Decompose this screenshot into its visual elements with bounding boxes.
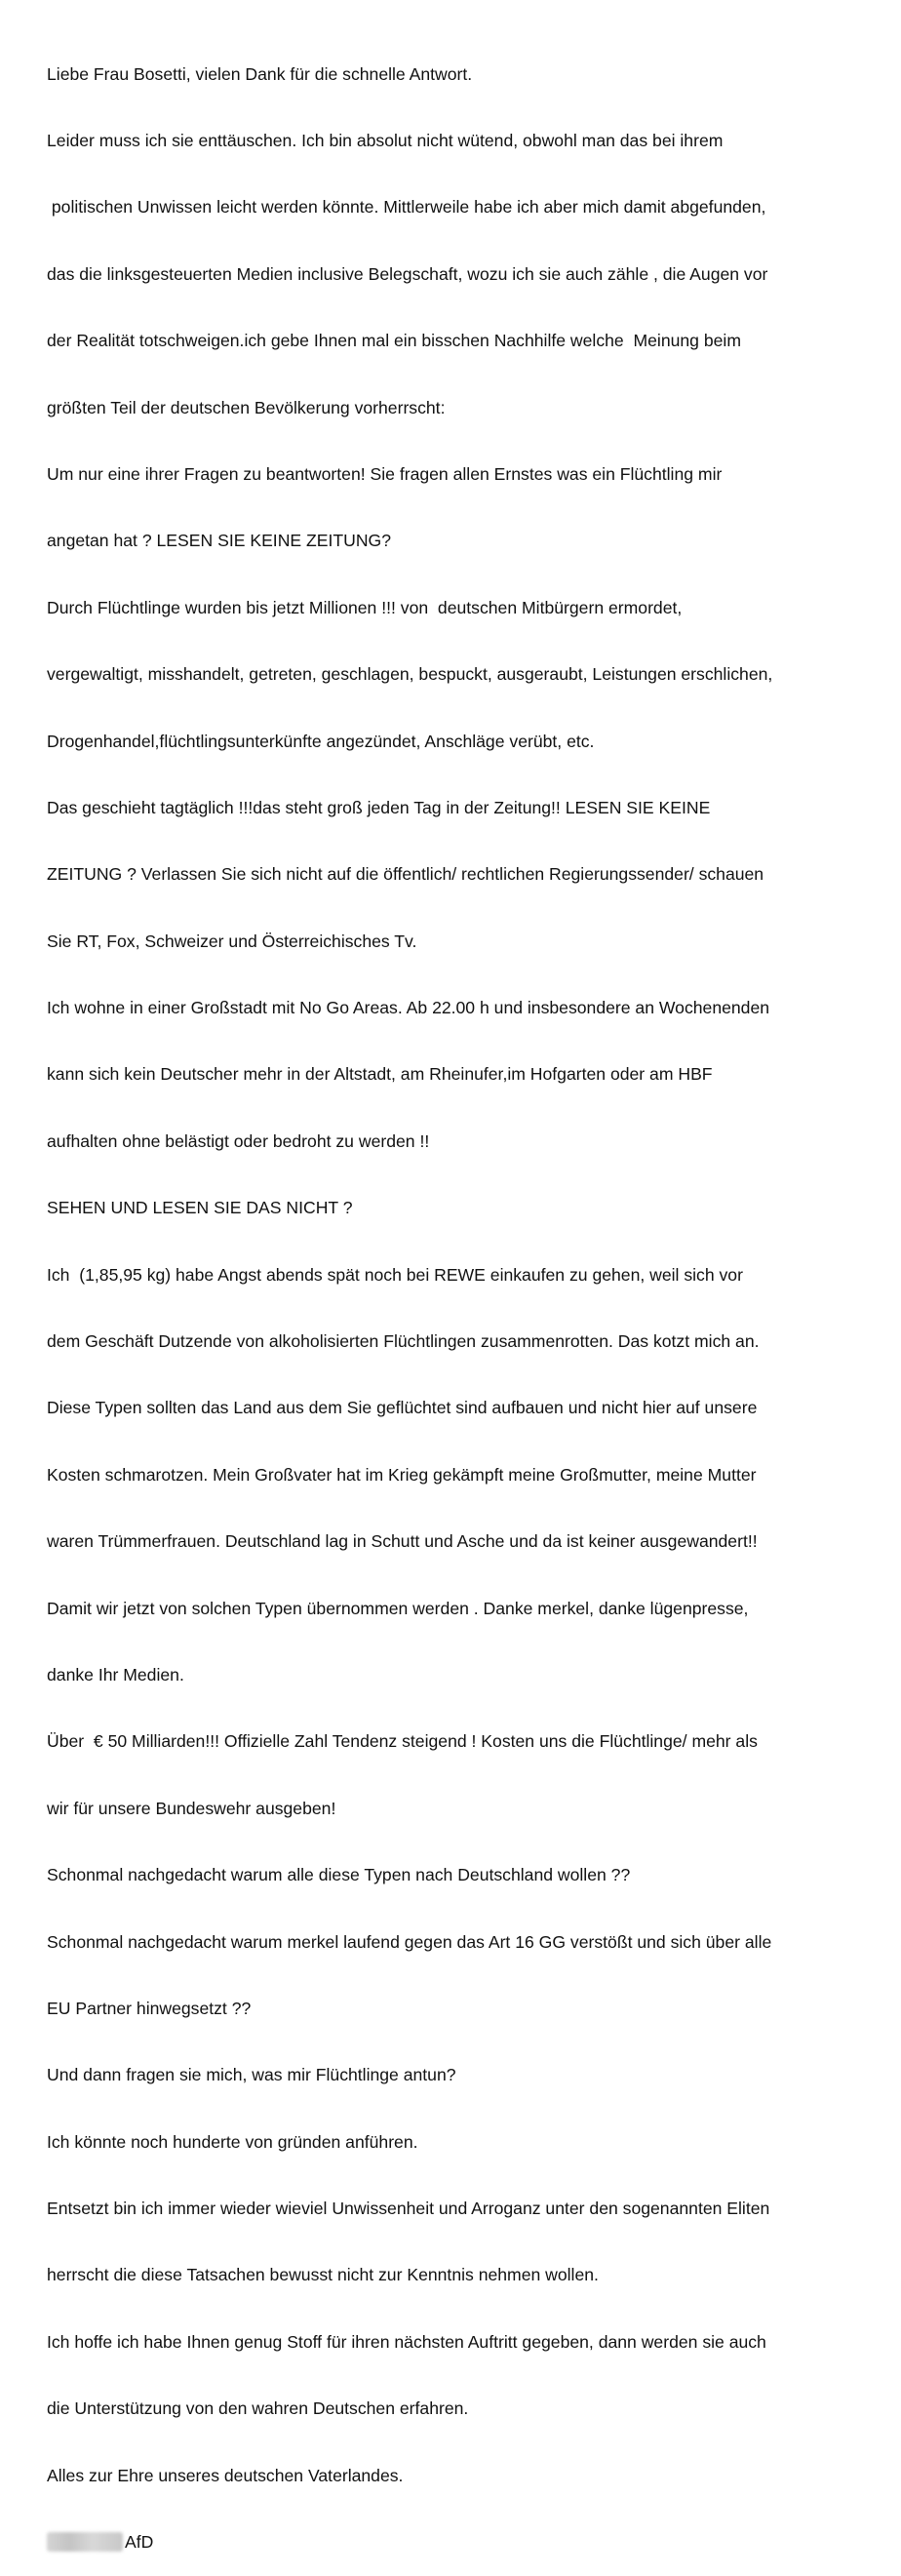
letter-body <box>47 19 887 2576</box>
letter-line: Um nur eine ihrer Fragen zu beantworten! Sie fragen allen Ernstes was ein Flüchtling mir <box>47 463 723 484</box>
letter-line: danke Ihr Medien. <box>47 1664 184 1684</box>
letter-line: vergewaltigt, misshandelt, getreten, geschlagen, bespuckt, ausgeraubt, Leistungen erschlichen, <box>47 664 773 685</box>
letter-line: Diese Typen sollten das Land aus dem Sie geflüchtet sind aufbauen und nicht hier auf unsere <box>47 1398 758 1418</box>
letter-line: Damit wir jetzt von solchen Typen übernommen werden . Danke merkel, danke lügenpresse, <box>47 1598 749 1618</box>
letter-line: aufhalten ohne belästigt oder bedroht zu werden !! <box>47 1130 430 1151</box>
letter-line: Alles zur Ehre unseres deutschen Vaterlandes. <box>47 2465 404 2485</box>
letter-line: Und dann fragen sie mich, was mir Flüchtlinge antun? <box>47 2065 456 2085</box>
letter-line: die Unterstützung von den wahren Deutschen erfahren. <box>47 2398 469 2419</box>
letter-line: herrscht die diese Tatsachen bewusst nicht zur Kenntnis nehmen wollen. <box>47 2265 599 2285</box>
letter-line: der Realität totschweigen.ich gebe Ihnen mal ein bisschen Nachhilfe welche Meinung beim <box>47 331 741 351</box>
letter-line: Über € 50 Milliarden!!! Offizielle Zahl Tendenz steigend ! Kosten uns die Flüchtlinge/ mehr als <box>47 1731 758 1752</box>
letter-line: Ich könnte noch hunderte von gründen anführen. <box>47 2131 418 2152</box>
letter-line: ZEITUNG ? Verlassen Sie sich nicht auf die öffentlich/ rechtlichen Regierungssender/ schauen <box>47 864 764 885</box>
letter-line: Liebe Frau Bosetti, vielen Dank für die schnelle Antwort. <box>47 63 473 84</box>
letter-line: SEHEN UND LESEN SIE DAS NICHT ? <box>47 1198 353 1218</box>
letter-line: Ich (1,85,95 kg) habe Angst abends spät noch bei REWE einkaufen zu gehen, weil sich vor <box>47 1264 743 1285</box>
letter-line: Kosten schmarotzen. Mein Großvater hat im Krieg gekämpft meine Großmutter, meine Mutter <box>47 1464 757 1485</box>
signature-party: AfD <box>125 2532 154 2553</box>
letter-line: größten Teil der deutschen Bevölkerung vorherrscht: <box>47 397 446 417</box>
letter-line: politischen Unwissen leicht werden könnte. Mittlerweile habe ich aber mich damit abgefunden, <box>47 197 766 218</box>
letter-line: wir für unsere Bundeswehr ausgeben! <box>47 1798 336 1818</box>
letter-line: Ich wohne in einer Großstadt mit No Go Areas. Ab 22.00 h und insbesondere an Wochenenden <box>47 998 770 1018</box>
letter-line: Drogenhandel,flüchtlingsunterkünfte angezündet, Anschläge verübt, etc. <box>47 731 595 751</box>
letter-line: das die linksgesteuerten Medien inclusive Belegschaft, wozu ich sie auch zähle , die Augen vor <box>47 263 768 284</box>
letter-line: Schonmal nachgedacht warum alle diese Typen nach Deutschland wollen ?? <box>47 1865 631 1885</box>
letter-line: Das geschieht tagtäglich !!!das steht groß jeden Tag in der Zeitung!! LESEN SIE KEINE <box>47 797 711 817</box>
letter-line: dem Geschäft Dutzende von alkoholisierten Flüchtlingen zusammenrotten. Das kotzt mich an. <box>47 1331 760 1352</box>
letter-line: Ich hoffe ich habe Ihnen genug Stoff für ihren nächsten Auftritt gegeben, dann werden sie auch <box>47 2331 766 2352</box>
letter-line: Schonmal nachgedacht warum merkel laufend gegen das Art 16 GG verstößt und sich über alle <box>47 1931 772 1952</box>
letter-line: Durch Flüchtlinge wurden bis jetzt Millionen !!! von deutschen Mitbürgern ermordet, <box>47 597 683 617</box>
letter-line: EU Partner hinwegsetzt ?? <box>47 1998 252 2018</box>
letter-line: angetan hat ? LESEN SIE KEINE ZEITUNG? <box>47 531 392 551</box>
redacted-name-blur <box>47 2532 123 2552</box>
letter-line: waren Trümmerfrauen. Deutschland lag in Schutt und Asche und da ist keiner ausgewandert!! <box>47 1531 758 1552</box>
letter-line: Sie RT, Fox, Schweizer und Österreichisches Tv. <box>47 931 417 951</box>
signature <box>47 2531 887 2554</box>
letter-line: Leider muss ich sie enttäuschen. Ich bin absolut nicht wütend, obwohl man das bei ihrem <box>47 130 724 150</box>
letter-line: kann sich kein Deutscher mehr in der Altstadt, am Rheinufer,im Hofgarten oder am HBF <box>47 1064 713 1085</box>
letter-line: Entsetzt bin ich immer wieder wieviel Unwissenheit und Arroganz unter den sogenannten Eliten <box>47 2199 770 2219</box>
